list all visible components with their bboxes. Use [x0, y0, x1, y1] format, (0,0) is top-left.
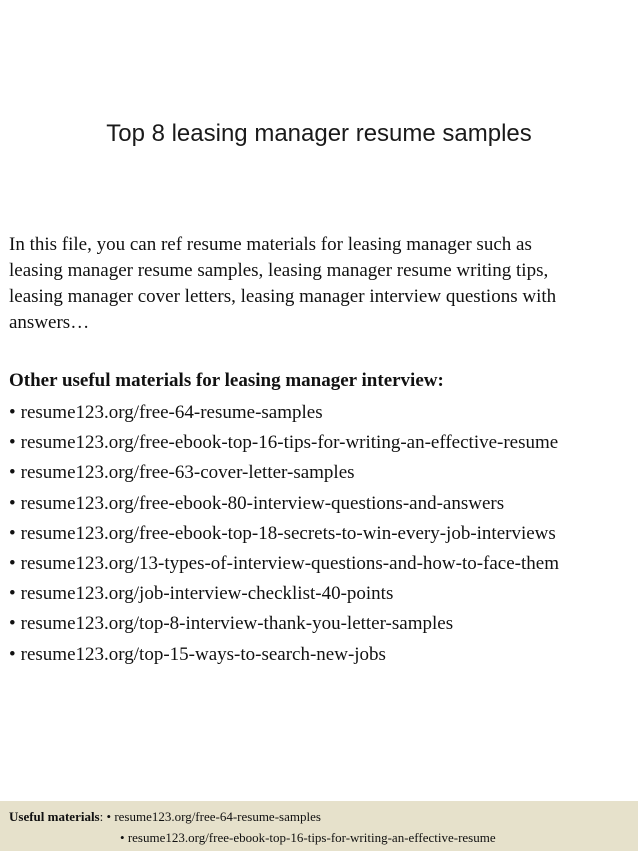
material-link[interactable]: resume123.org/job-interview-checklist-40-points — [20, 583, 394, 605]
material-link[interactable]: resume123.org/free-ebook-80-interview-questions-and-answers — [20, 492, 505, 514]
list-item — [9, 609, 634, 639]
footer-label: Useful materials — [9, 809, 100, 824]
material-link[interactable]: resume123.org/free-ebook-top-18-secrets-to-win-every-job-interviews — [20, 522, 556, 544]
intro-line: leasing manager resume samples, leasing manager resume writing tips, — [9, 260, 549, 281]
bullet: • — [9, 553, 16, 575]
page-title: Top 8 leasing manager resume samples — [106, 120, 532, 147]
intro-paragraph — [9, 232, 631, 336]
list-item — [9, 640, 634, 670]
bullet: • — [9, 462, 16, 484]
materials-list — [9, 398, 634, 670]
bullet: • — [9, 402, 16, 423]
footer-bullet: • — [106, 809, 112, 824]
bullet: • — [9, 643, 16, 665]
bullet: • — [9, 492, 16, 514]
bullet: • — [9, 522, 16, 544]
footer-separator: : — [99, 809, 107, 824]
material-link[interactable]: resume123.org/top-15-ways-to-search-new-jobs — [20, 643, 386, 665]
footer-bullet: • — [120, 830, 125, 845]
material-link[interactable]: resume123.org/free-63-cover-letter-samples — [20, 462, 355, 484]
material-link[interactable]: resume123.org/top-8-interview-thank-you-letter-samples — [20, 613, 454, 635]
list-item — [9, 549, 634, 579]
footer-row — [9, 806, 321, 827]
list-item — [9, 519, 634, 549]
material-link[interactable]: resume123.org/free-ebook-top-16-tips-for-writing-an-effective-resume — [20, 432, 559, 454]
intro-line: In this file, you can ref resume materials for leasing manager such as — [9, 234, 532, 255]
list-item — [9, 398, 634, 428]
footer-row — [120, 827, 496, 848]
material-link[interactable]: resume123.org/13-types-of-interview-questions-and-how-to-face-them — [20, 553, 559, 575]
intro-line: answers… — [9, 312, 90, 333]
footer-link[interactable]: resume123.org/free-ebook-top-16-tips-for-writing-an-effective-resume — [127, 830, 496, 845]
footer-bar — [0, 801, 638, 851]
bullet: • — [9, 583, 16, 605]
list-item — [9, 458, 634, 488]
bullet: • — [9, 613, 16, 635]
list-item — [9, 489, 634, 519]
bullet: • — [9, 432, 16, 454]
materials-heading: Other useful materials for leasing manager interview: — [9, 370, 444, 391]
intro-line: leasing manager cover letters, leasing manager interview questions with — [9, 286, 557, 307]
material-link[interactable]: resume123.org/free-64-resume-samples — [20, 402, 323, 423]
footer-link[interactable]: resume123.org/free-64-resume-samples — [114, 809, 321, 824]
list-item — [9, 579, 634, 609]
list-item — [9, 428, 634, 458]
